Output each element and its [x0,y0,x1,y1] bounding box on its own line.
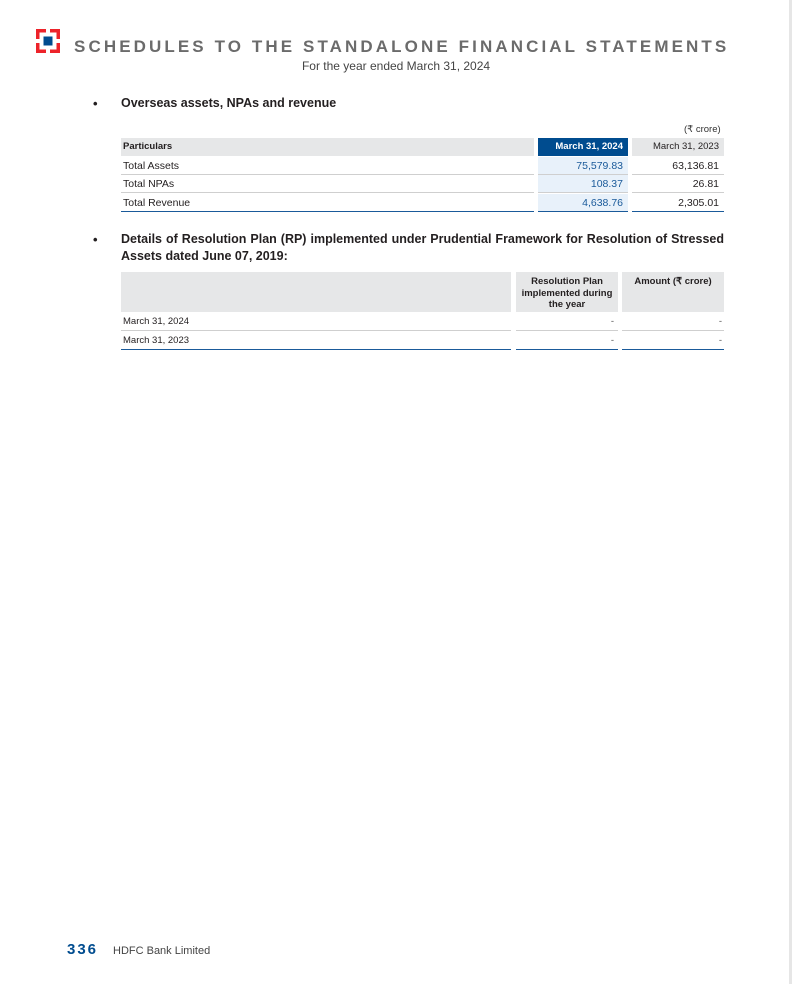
cell-value: - [622,313,724,331]
bullet-2: • [93,232,98,247]
cell-value: - [516,313,618,331]
cell-value: 108.37 [538,175,628,193]
table-row [121,332,724,351]
cell-value: 4,638.76 [538,194,628,212]
table-header-row [121,272,724,312]
page-title: SCHEDULES TO THE STANDALONE FINANCIAL STATEMENTS [74,37,730,56]
cell-value: 2,305.01 [632,194,724,212]
cell-value: - [622,332,724,350]
table-row [121,175,724,194]
row-label: March 31, 2024 [121,313,511,331]
footer-company-name: HDFC Bank Limited [113,945,211,957]
section-heading-resolution: Details of Resolution Plan (RP) implemented under Prudential Framework for Resolution of Stressed Assets dated June 07, 2019: [121,232,724,263]
column-header: Particulars [121,138,534,156]
row-label: Total Revenue [121,194,534,212]
table-row [121,157,724,176]
section-heading-overseas: Overseas assets, NPAs and revenue [121,96,337,110]
column-header: Amount (₹ crore) [622,272,724,312]
row-label: Total Assets [121,157,534,175]
column-header: March 31, 2024 [538,138,628,156]
overseas-table [121,138,724,212]
page-subtitle: For the year ended March 31, 2024 [301,59,491,73]
row-label: March 31, 2023 [121,332,511,350]
cell-value: 26.81 [632,175,724,193]
resolution-plan-table [121,272,724,351]
column-header [121,272,511,312]
unit-label: (₹ crore) [684,124,721,135]
page-number: 336 [67,941,99,958]
cell-value: 75,579.83 [538,157,628,175]
bullet-1: • [93,96,98,111]
table-row [121,313,724,332]
cell-value: 63,136.81 [632,157,724,175]
table-header-row [121,138,724,157]
column-header: Resolution Plan implemented during the year [516,272,618,312]
table-row [121,194,724,213]
cell-value: - [516,332,618,350]
row-label: Total NPAs [121,175,534,193]
column-header: March 31, 2023 [632,138,724,156]
hdfc-logo-icon [36,29,60,53]
